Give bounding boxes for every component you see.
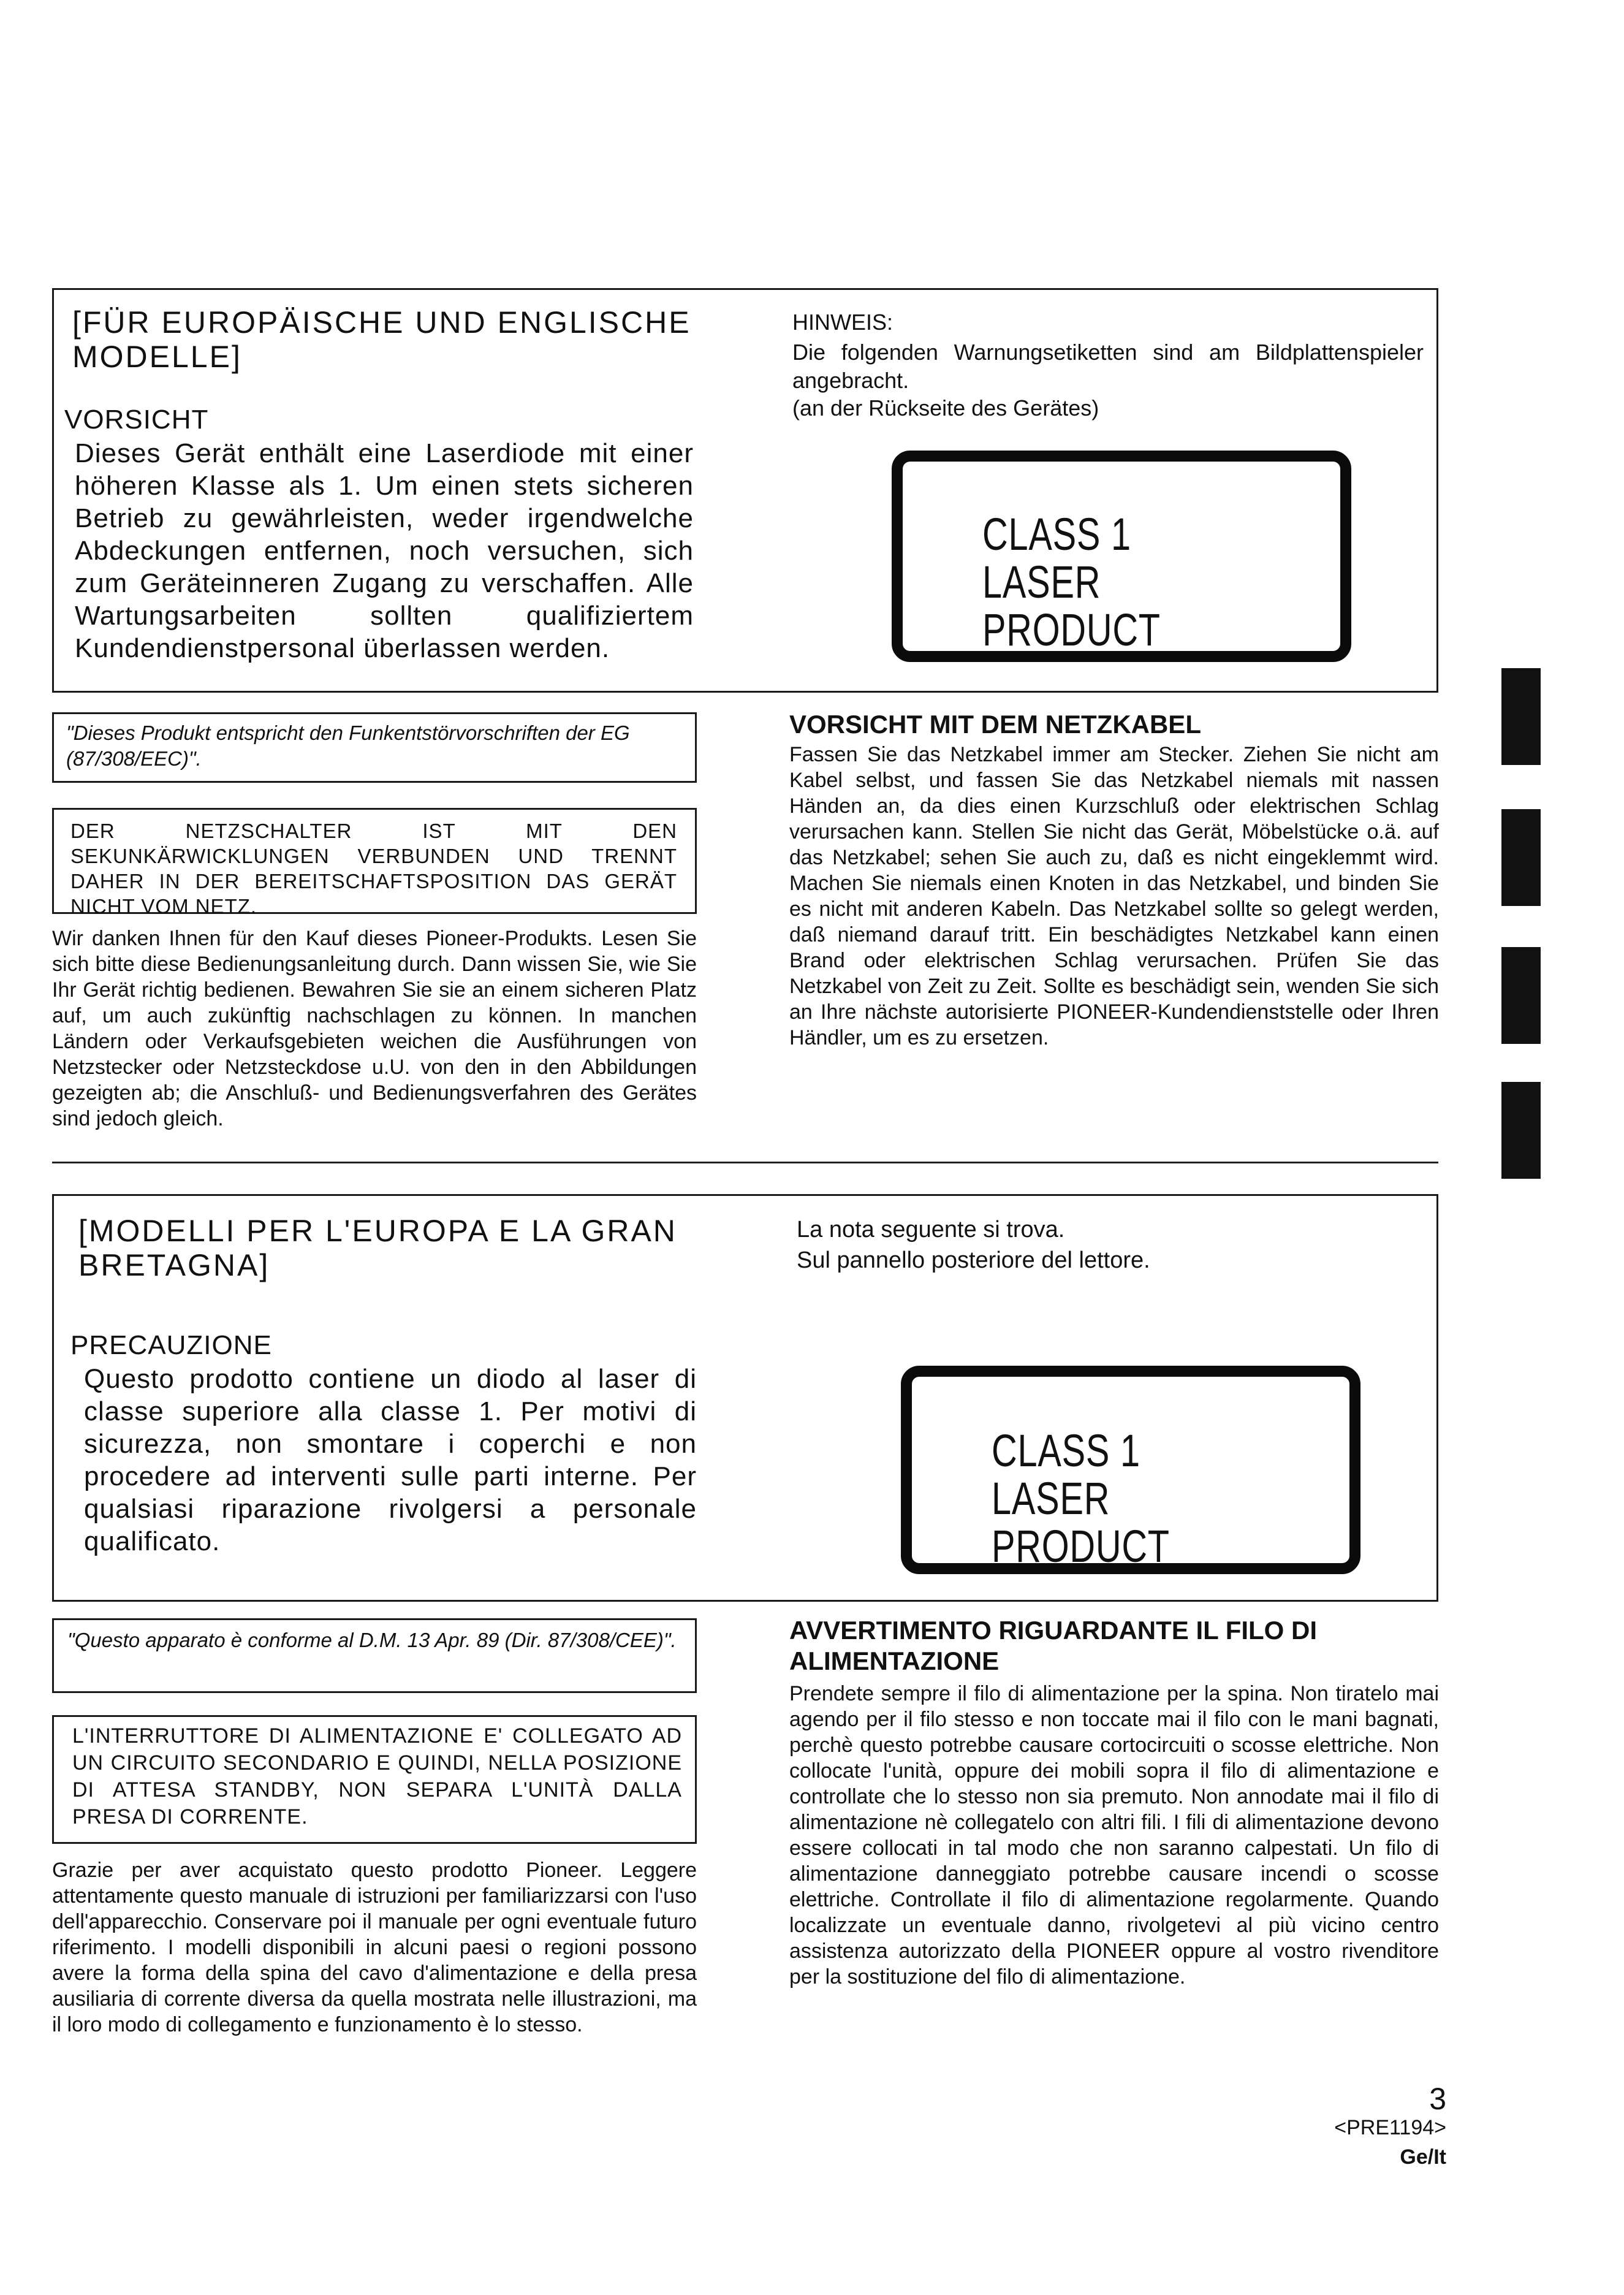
italian-note-location: Sul pannello posteriore del lettore. [797, 1247, 1150, 1273]
language-code: Ge/It [1400, 2145, 1446, 2169]
german-note-location: (an der Rückseite des Gerätes) [792, 395, 1099, 421]
italian-dm-note: "Questo apparato è conforme al D.M. 13 Apr. 89 (Dir. 87/308/CEE)". [67, 1629, 677, 1651]
german-caution-text: Dieses Gerät enthält eine Laserdiode mit einer höheren Klasse als 1. Um einen stets sicheren Betrieb zu gewährleisten, weder irgendwelche Abdeckungen entfernen, noch versuchen, sich zum Geräteinneren Zugang zu verschaffen. Alle Wartungsarbeiten sollten qualifiziertem Kundendienstpersonal überlassen werden. [75, 438, 694, 663]
italian-caution-text: Questo prodotto contiene un diodo al laser di classe superiore alla classe 1. Per motivi di sicurezza, non smontare i coperchi e non procedere ad interventi sulle parti interne. Per qualsiasi riparazione rivolgersi a personale qualificato. [84, 1364, 697, 1556]
italian-switch-note: L'INTERRUTTORE DI ALIMENTAZIONE E' COLLEGATO AD UN CIRCUITO SECONDARIO E QUINDI, NELLA POSIZIONE DI ATTESA STANDBY, NON SEPARA L'UNITÀ DALLA PRESA DI CORRENTE. [72, 1724, 682, 1829]
italian-intro-text: Grazie per aver acquistato questo prodotto Pioneer. Leggere attentamente questo manuale di istruzioni per familiarizzarsi con l'uso dell'apparecchio. Conservare poi il manuale per ogni eventuale futuro riferimento. I modelli disponibili in alcuni paesi o regioni possono avere la forma della spina del cavo d'alimentazione e della presa ausiliaria di corrente diversa da quella mostrata nelle illustrazioni, ma il loro modo di collegamento e funzionamento è lo stesso. [52, 1859, 697, 2036]
german-cable-heading: VORSICHT MIT DEM NETZKABEL [789, 710, 1201, 739]
german-caution-title: VORSICHT [64, 405, 209, 435]
german-label-line2: LASER PRODUCT [982, 557, 1161, 655]
german-label-line1: CLASS 1 [982, 509, 1131, 560]
document-code: <PRE1194> [1334, 2116, 1446, 2139]
italian-note-text: La nota seguente si trova. [797, 1217, 1065, 1243]
italian-model-heading: [MODELLI PER L'EUROPA E LA GRAN BRETAGNA] [78, 1214, 677, 1282]
german-note-title: HINWEIS: [792, 310, 894, 335]
german-intro-text: Wir danken Ihnen für den Kauf dieses Pioneer-Produkts. Lesen Sie sich bitte diese Bedienungsanleitung durch. Dann wissen Sie, wie Sie Ihr Gerät richtig bedienen. Bewahren Sie sie an einem sicheren Platz auf, um auch zukünftig nachschlagen zu können. In manchen Ländern oder Verkaufsgebieten weichen die Ausführungen von Netzstecker oder Netzsteckdose u.U. von den in den Abbildungen gezeigten ab; die Anschluß- und Bedienungsverfahren des Gerätes sind jedoch gleich. [52, 927, 697, 1130]
side-tab-2 [1501, 809, 1541, 906]
italian-laser-label [901, 1366, 1360, 1574]
german-switch-note: DER NETZSCHALTER IST MIT DEN SEKUNKÄRWICKLUNGEN VERBUNDEN UND TRENNT DAHER IN DER BEREITSCHAFTSPOSITION DAS GERÄT NICHT VOM NETZ. [70, 820, 677, 918]
italian-label-line1: CLASS 1 [992, 1425, 1140, 1476]
italian-caution-title: PRECAUZIONE [70, 1330, 272, 1360]
side-tab-4 [1501, 1082, 1541, 1179]
german-note-text: Die folgenden Warnungsetiketten sind am Bildplattenspieler angebracht. [792, 340, 1424, 393]
german-laser-label [892, 451, 1351, 662]
italian-cable-text: Prendete sempre il filo di alimentazione per la spina. Non tiratelo mai agendo per il filo stesso e non toccate mai il filo con le mani bagnati, perchè questo potrebbe causare cortocircuiti o scosse elettriche. Non collocate l'unità, oppure dei mobili sopra il filo di alimentazione e controllate che lo stesso non sia premuto. Non annodate mai il filo di alimentazione nè collegatelo con altri fili. I fili di alimentazione devono essere collocati in tal modo che non saranno calpestati. Un filo di alimentazione danneggiato potrebbe causare incendi o scosse elettriche. Controllate il filo di alimentazione regolarmente. Quando localizzate un eventuale danno, rivolgetevi al più vicino centro assistenza autorizzato della PIONEER oppure al vostro rivenditore per la sostituzione del filo di alimentazione. [789, 1682, 1439, 1989]
german-cable-text: Fassen Sie das Netzkabel immer am Stecker. Ziehen Sie nicht am Kabel selbst, und fassen Sie das Netzkabel niemals mit nassen Händen an, da dies einen Kurzschluß oder elektrischen Schlag verursachen kann. Stellen Sie nicht das Gerät, Möbelstücke o.ä. auf das Netzkabel; sehen Sie auch zu, daß es nicht eingeklemmt wird. Machen Sie niemals einen Knoten in das Netzkabel, und binden Sie es nicht mit anderen Kabeln. Das Netzkabel sollte so gelegt werden, daß niemand darauf tritt. Ein beschädigtes Netzkabel kann einen Brand oder elektrischen Schlag verursachen. Prüfen Sie das Netzkabel von Zeit zu Zeit. Sollte es beschädigt sein, wenden Sie sich an Ihre nächste autorisierte PIONEER-Kundendienststelle oder Ihren Händler, um es zu ersetzen. [789, 743, 1439, 1049]
page-number: 3 [1429, 2082, 1446, 2116]
side-tab-3 [1501, 947, 1541, 1044]
italian-cable-heading: AVVERTIMENTO RIGUARDANTE IL FILO DI ALIMENTAZIONE [789, 1616, 1318, 1675]
side-tab-1 [1501, 668, 1541, 765]
german-model-heading: [FÜR EUROPÄISCHE UND ENGLISCHE MODELLE] [72, 305, 691, 374]
section-divider [52, 1162, 1438, 1163]
italian-label-line2: LASER PRODUCT [992, 1473, 1170, 1572]
german-eec-note: "Dieses Produkt entspricht den Funkentstörvorschriften der EG (87/308/EEC)". [66, 721, 630, 770]
